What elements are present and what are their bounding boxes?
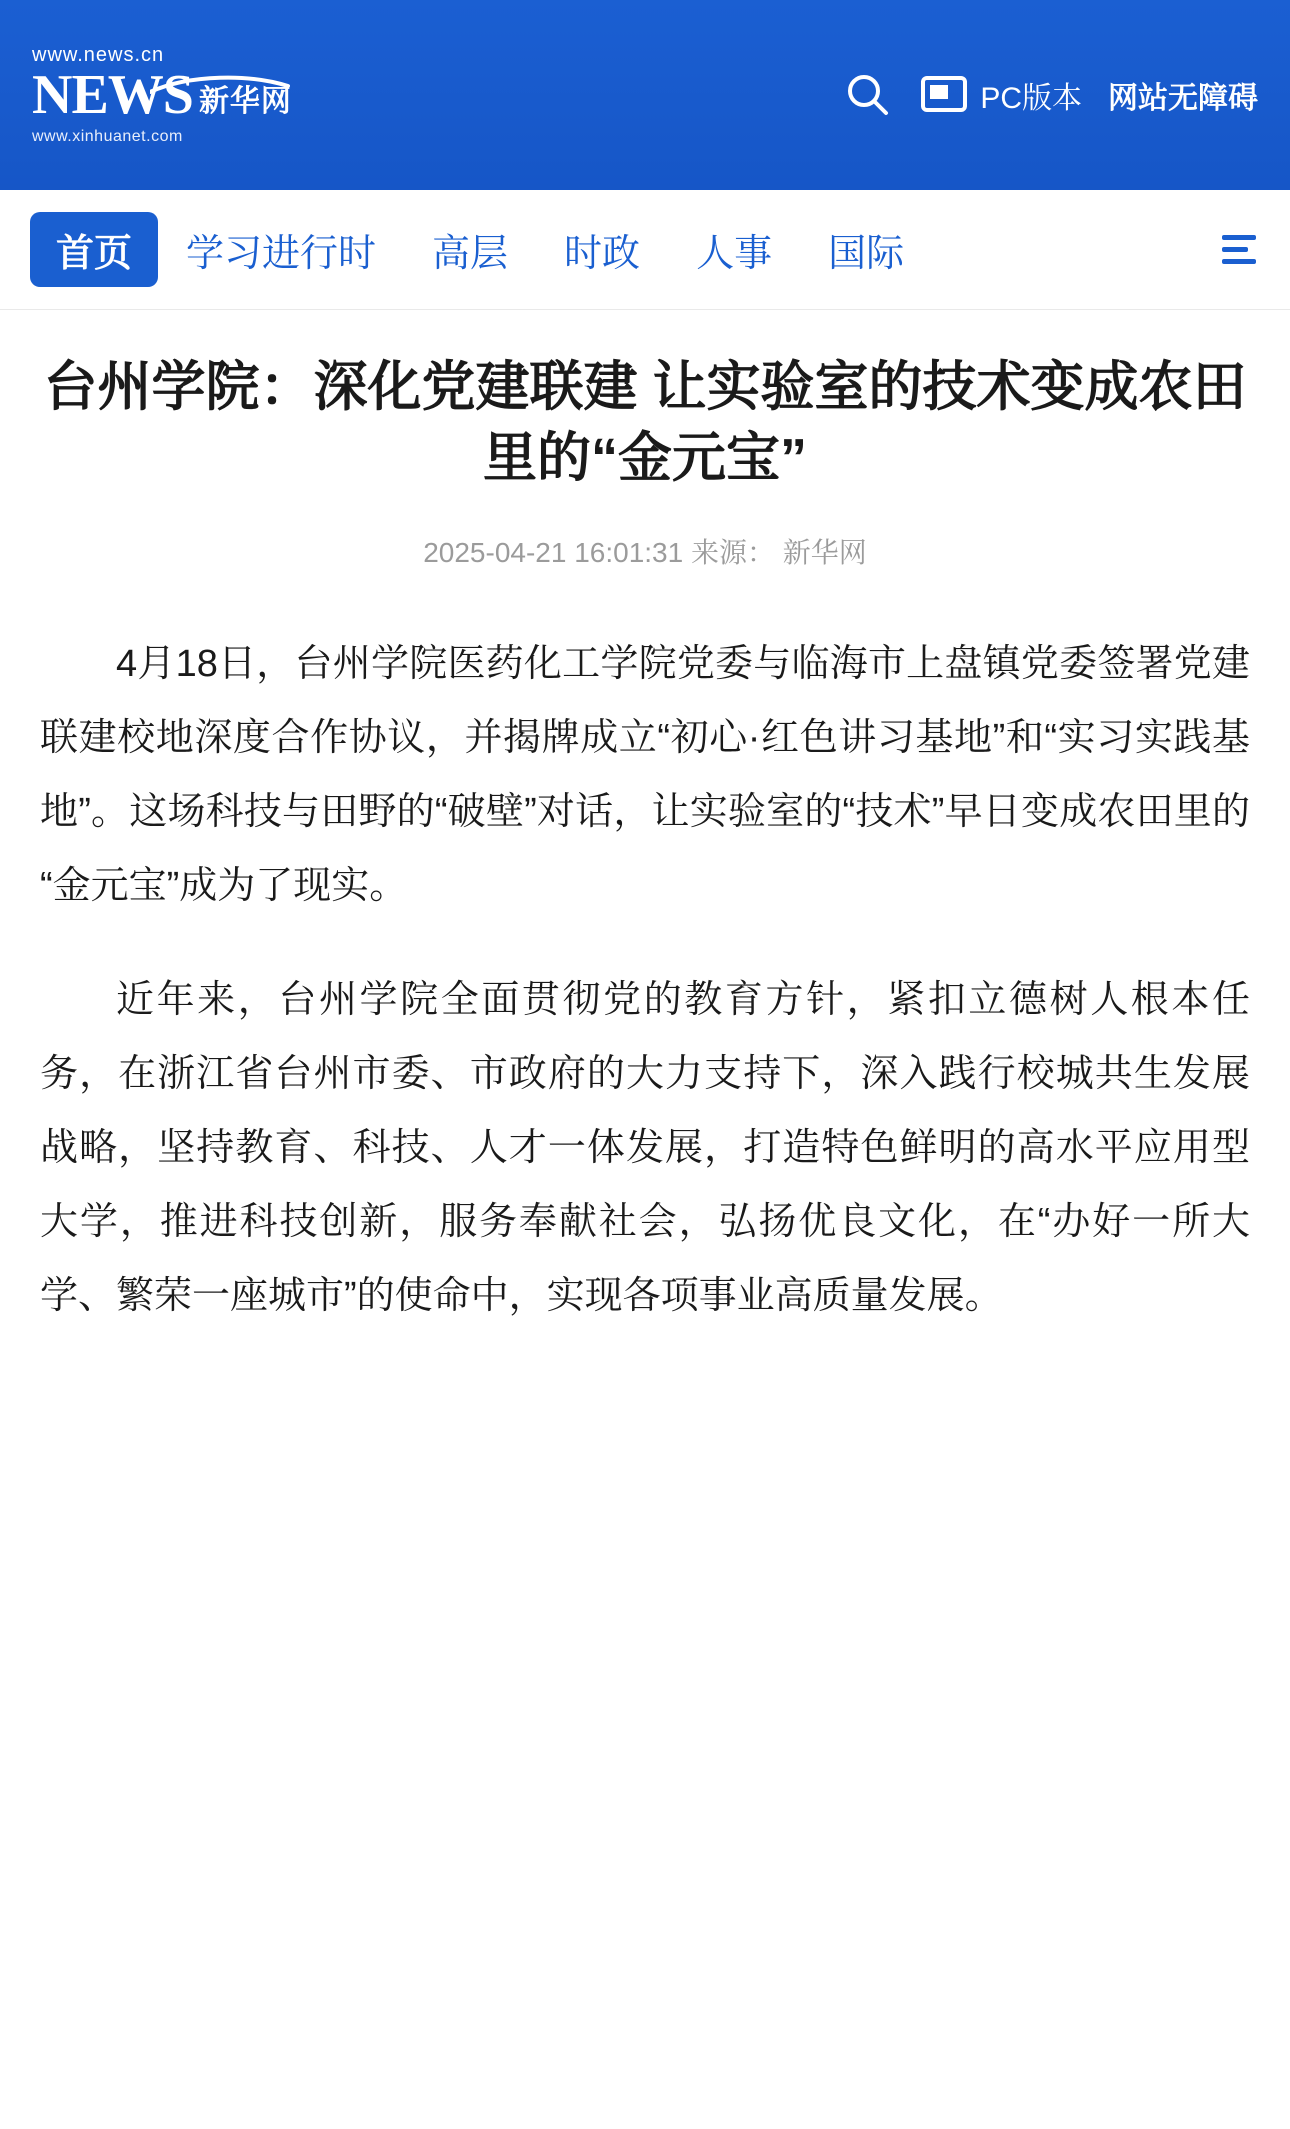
search-icon[interactable] bbox=[842, 69, 894, 121]
site-logo[interactable] bbox=[32, 45, 292, 144]
nav-item-home[interactable]: 首页 bbox=[30, 212, 158, 287]
pc-version-button[interactable] bbox=[920, 73, 1082, 117]
header-actions bbox=[842, 69, 1258, 121]
nav-item-renshi[interactable]: 人事 bbox=[696, 233, 773, 275]
hamburger-bars bbox=[1222, 235, 1256, 264]
logo-news-text: NEWS bbox=[32, 64, 193, 127]
nav-item-gaoceng[interactable]: 高层 bbox=[432, 233, 509, 275]
article-timestamp: 2025-04-21 16:01:31 bbox=[423, 536, 684, 568]
article-source: 新华网 bbox=[782, 536, 867, 568]
monitor-icon bbox=[920, 74, 968, 116]
article-paragraph: 4月18日，台州学院医药化工学院党委与临海市上盘镇党委签署党建联建校地深度合作协议，并揭牌成立“初心·红色讲习基地”和“实习实践基地”。这场科技与田野的“破壁”对话，让实验室的“技术”早日变成农田里的“金元宝”成为了现实。 bbox=[40, 642, 1250, 907]
accessibility-link[interactable]: 网站无障碍 bbox=[1108, 82, 1258, 115]
article-meta bbox=[40, 531, 1250, 571]
pc-version-label: PC版本 bbox=[980, 82, 1082, 115]
site-header bbox=[0, 0, 1290, 190]
article-container bbox=[0, 310, 1290, 1333]
logo-url-bottom: www.xinhuanet.com bbox=[32, 127, 183, 145]
article-source-label: 来源： bbox=[690, 536, 775, 568]
page-title: 台州学院：深化党建联建 让实验室的技术变成农田里的“金元宝” bbox=[43, 357, 1247, 489]
hamburger-menu-icon[interactable] bbox=[1204, 190, 1274, 309]
logo-chinese-text: 新华网 bbox=[198, 84, 292, 118]
nav-item-list bbox=[30, 212, 932, 287]
nav-item-shizheng[interactable]: 时政 bbox=[564, 233, 641, 275]
nav-item-xuexi[interactable]: 学习进行时 bbox=[186, 233, 377, 275]
article-body bbox=[40, 627, 1250, 1334]
main-navigation bbox=[0, 190, 1290, 310]
nav-item-guoji[interactable]: 国际 bbox=[828, 233, 905, 275]
logo-url-top: www.news.cn bbox=[32, 44, 165, 67]
article-paragraph: 近年来，台州学院全面贯彻党的教育方针，紧扣立德树人根本任务，在浙江省台州市委、市政府的大力支持下，深入践行校城共生发展战略，坚持教育、科技、人才一体发展，打造特色鲜明的高水平应用型大学，推进科技创新，服务奉献社会，弘扬优良文化，在“办好一所大学、繁荣一座城市”的使命中，实现各项事业高质量发展。 bbox=[40, 978, 1250, 1318]
